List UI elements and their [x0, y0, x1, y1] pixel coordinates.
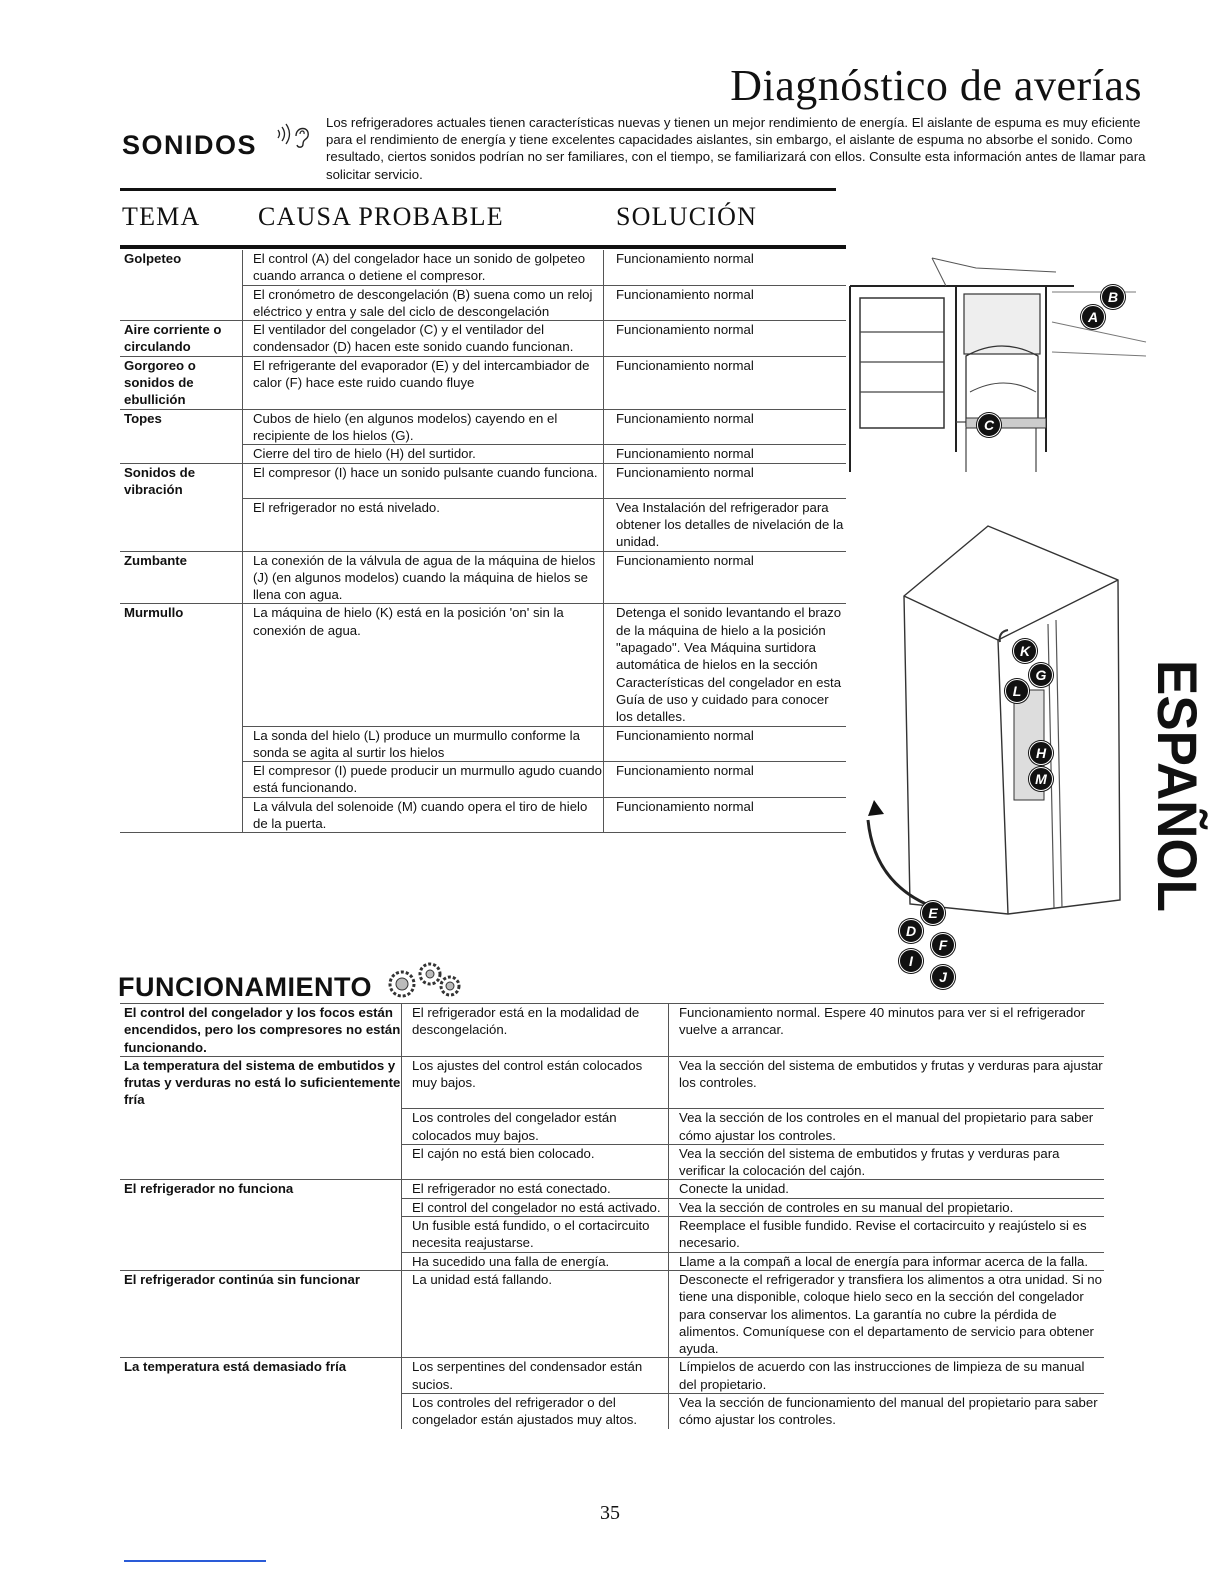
sound-row [120, 285, 846, 321]
funcionamiento-topic: La temperatura del sistema de embutidos y frutas y verduras no está lo suficientemente fría [120, 1056, 402, 1108]
gears-icon [380, 960, 470, 1000]
funcionamiento-topic [120, 1109, 402, 1145]
sound-cause: El compresor (I) puede producir un murmullo agudo cuando está funcionando. [243, 762, 604, 798]
funcionamiento-solution: Vea la sección del sistema de embutidos y frutas y verduras para verificar la colocación del cajón. [669, 1144, 1105, 1180]
sound-solution: Vea Instalación del refrigerador para obtener los detalles de nivelación de la unidad. [604, 498, 847, 551]
sound-solution: Funcionamiento normal [604, 409, 847, 445]
sound-topic [120, 762, 243, 798]
funcionamiento-row [120, 1394, 1104, 1429]
funcionamiento-table [120, 1003, 1104, 1429]
sound-topic [120, 285, 243, 321]
sonidos-intro: Los refrigeradores actuales tienen características nuevas y tienen un mejor rendimiento de energía. El aislante de espuma es muy eficiente para el rendimiento de energía y tiene excelentes capacidades aislantes, sin embargo, el aislante de espuma no absorbe el sonido. Como resultado, ciertos sonidos podrían no ser familiares, con el tiempo, se familiarizará con ellos. Consulte esta información antes de llamar para solicitar servicio. [326, 115, 1146, 182]
funcionamiento-solution: Reemplace el fusible fundido. Revise el cortacircuito y reajústelo si es necesario. [669, 1217, 1105, 1253]
funcionamiento-row [120, 1270, 1104, 1357]
callout-g: G [1029, 663, 1053, 687]
funcionamiento-cause: Ha sucedido una falla de energía. [402, 1252, 669, 1270]
funcionamiento-topic: El control del congelador y los focos están encendidos, pero los compresores no están funcionando. [120, 1004, 402, 1057]
callout-i: I [899, 949, 923, 973]
funcionamiento-topic: La temperatura está demasiado fría [120, 1358, 402, 1394]
column-header-tema: TEMA [122, 202, 201, 231]
callout-j: J [931, 965, 955, 989]
funcionamiento-row [120, 1144, 1104, 1180]
sound-solution: Funcionamiento normal [604, 356, 847, 409]
funcionamiento-topic: El refrigerador no funciona [120, 1180, 402, 1198]
funcionamiento-row [120, 1217, 1104, 1253]
column-header-solucion: SOLUCIÓN [616, 202, 758, 231]
sound-cause: La conexión de la válvula de agua de la máquina de hielos (J) (en algunos modelos) cuando la máquina de hielos se llena con agua. [243, 551, 604, 604]
sound-row [120, 726, 846, 762]
callout-b: B [1101, 285, 1125, 309]
sound-solution: Funcionamiento normal [604, 551, 847, 604]
sound-row [120, 551, 846, 604]
callout-e: E [921, 901, 945, 925]
refrigerator-interior-illustration [846, 252, 1146, 482]
sound-topic: Golpeteo [124, 251, 182, 266]
callout-d: D [899, 919, 923, 943]
sound-waves-icon [272, 116, 314, 152]
funcionamiento-cause: Los ajustes del control están colocados muy bajos. [402, 1056, 669, 1108]
callout-l: L [1005, 679, 1029, 703]
funcionamiento-solution: Vea la sección de los controles en el manual del propietario para saber cómo ajustar los controles. [669, 1109, 1105, 1145]
callout-h: H [1029, 741, 1053, 765]
funcionamiento-solution: Límpielos de acuerdo con las instrucciones de limpieza de su manual del propietario. [669, 1358, 1105, 1394]
funcionamiento-topic [120, 1217, 402, 1253]
callout-a: A [1081, 305, 1105, 329]
sound-cause: El refrigerante del evaporador (E) y del intercambiador de calor (F) hace este ruido cuando fluye [243, 356, 604, 409]
sound-topic [120, 726, 243, 762]
funcionamiento-row [120, 1180, 1104, 1198]
sound-cause: El cronómetro de descongelación (B) suena como un reloj eléctrico y entra y sale del ciclo de descongelación [243, 285, 604, 321]
funcionamiento-cause: Los controles del refrigerador o del congelador están ajustados muy altos. [402, 1394, 669, 1429]
sound-cause: Cierre del tiro de hielo (H) del surtidor. [243, 445, 604, 463]
funcionamiento-solution: Vea la sección del sistema de embutidos y frutas y verduras para ajustar los controles. [669, 1056, 1105, 1108]
funcionamiento-cause: Los serpentines del condensador están sucios. [402, 1358, 669, 1394]
sound-cause: El compresor (I) hace un sonido pulsante cuando funciona. [243, 463, 604, 498]
sound-cause: El refrigerador no está nivelado. [243, 498, 604, 551]
sound-topic [120, 797, 243, 833]
funcionamiento-solution: Funcionamiento normal. Espere 40 minutos para ver si el refrigerador vuelve a arrancar. [669, 1004, 1105, 1057]
funcionamiento-solution: Desconecte el refrigerador y transfiera los alimentos a otra unidad. Si no tiene una disponible, coloque hielo seco en la sección del congelador para conservar los alimentos. La garantía no cubre la pérdida de alimentos. Comuníquese con el departamento de servicio para obtener ayuda. [669, 1270, 1105, 1357]
sound-solution: Funcionamiento normal [604, 726, 847, 762]
sound-row [120, 797, 846, 833]
funcionamiento-row [120, 1109, 1104, 1145]
funcionamiento-cause: El refrigerador está en la modalidad de descongelación. [402, 1004, 669, 1057]
sound-topic: Aire corriente o circulando [120, 321, 243, 357]
funcionamiento-solution: Conecte la unidad. [669, 1180, 1105, 1198]
section-divider [120, 188, 836, 191]
sound-solution: Funcionamiento normal [604, 321, 847, 357]
funcionamiento-solution: Llame a la compañ a local de energía para informar acerca de la falla. [669, 1252, 1105, 1270]
funcionamiento-row [120, 1252, 1104, 1270]
footer-line [124, 1560, 266, 1562]
funcionamiento-row [120, 1198, 1104, 1216]
sound-row [120, 498, 846, 551]
funcionamiento-topic [120, 1252, 402, 1270]
sound-topic: Sonidos de vibración [120, 463, 243, 498]
funcionamiento-cause: El cajón no está bien colocado. [402, 1144, 669, 1180]
funcionamiento-solution: Vea la sección de controles en su manual del propietario. [669, 1198, 1105, 1216]
funcionamiento-topic [120, 1198, 402, 1216]
sound-cause: Cubos de hielo (en algunos modelos) cayendo en el recipiente de los hielos (G). [243, 409, 604, 445]
page-number: 35 [600, 1502, 620, 1524]
sounds-table [120, 250, 846, 833]
sound-row [120, 762, 846, 798]
sound-row [120, 356, 846, 409]
sound-topic [120, 445, 243, 463]
sound-row [120, 409, 846, 445]
page-title: Diagnóstico de averías [730, 61, 1142, 110]
funcionamiento-row [120, 1056, 1104, 1108]
sound-solution: Funcionamiento normal [604, 463, 847, 498]
sound-topic: Murmullo [120, 604, 243, 726]
funcionamiento-topic: El refrigerador continúa sin funcionar [120, 1270, 402, 1357]
sound-cause: La máquina de hielo (K) está en la posición 'on' sin la conexión de agua. [243, 604, 604, 726]
sound-solution: Funcionamiento normal [604, 250, 847, 285]
funcionamiento-cause: Un fusible está fundido, o el cortacircuito necesita reajustarse. [402, 1217, 669, 1253]
sound-cause: La válvula del solenoide (M) cuando opera el tiro de hielo de la puerta. [243, 797, 604, 833]
callout-m: M [1029, 767, 1053, 791]
funcionamiento-cause: El refrigerador no está conectado. [402, 1180, 669, 1198]
funcionamiento-row [120, 1004, 1104, 1057]
sound-topic: Topes [120, 409, 243, 445]
sound-row [120, 604, 846, 726]
funcionamiento-topic [120, 1394, 402, 1429]
funcionamiento-cause: Los controles del congelador están colocados muy bajos. [402, 1109, 669, 1145]
funcionamiento-cause: El control del congelador no está activado. [402, 1198, 669, 1216]
sound-solution: Funcionamiento normal [604, 797, 847, 833]
refrigerator-exterior-illustration [858, 520, 1128, 920]
sound-row [120, 321, 846, 357]
sound-solution: Detenga el sonido levantando el brazo de la máquina de hielo a la posición "apagado". Vea Máquina surtidora automática de hielos en la sección Características del congelador en esta Guía de uso y cuidado para conocer los detalles. [604, 604, 847, 726]
sound-solution: Funcionamiento normal [604, 285, 847, 321]
sound-cause: El ventilador del congelador (C) y el ventilador del condensador (D) hacen este sonido cuando funcionan. [243, 321, 604, 357]
funcionamiento-heading: FUNCIONAMIENTO [118, 972, 372, 1002]
callout-k: K [1013, 639, 1037, 663]
sound-topic: Zumbante [120, 551, 243, 604]
column-header-causa: CAUSA PROBABLE [258, 202, 504, 231]
header-divider [120, 245, 846, 249]
funcionamiento-topic [120, 1144, 402, 1180]
funcionamiento-cause: La unidad está fallando. [402, 1270, 669, 1357]
sound-row [120, 445, 846, 463]
funcionamiento-solution: Vea la sección de funcionamiento del manual del propietario para saber cómo ajustar los controles. [669, 1394, 1105, 1429]
sound-row [120, 250, 846, 285]
funcionamiento-row [120, 1358, 1104, 1394]
sound-cause: La sonda del hielo (L) produce un murmullo conforme la sonda se agita al surtir los hielos [243, 726, 604, 762]
sound-solution: Funcionamiento normal [604, 445, 847, 463]
espanol-side-tab [1142, 660, 1209, 927]
sonidos-heading: SONIDOS [122, 130, 258, 160]
sound-topic [120, 498, 243, 551]
callout-f: F [931, 933, 955, 957]
sound-cause: El control (A) del congelador hace un sonido de golpeteo cuando arranca o detiene el compresor. [243, 250, 604, 285]
sound-topic: Gorgoreo o sonidos de ebullición [120, 356, 243, 409]
callout-c: C [977, 413, 1001, 437]
sound-row [120, 463, 846, 498]
sound-solution: Funcionamiento normal [604, 762, 847, 798]
espanol-label: ESPAÑOL [1146, 660, 1209, 927]
